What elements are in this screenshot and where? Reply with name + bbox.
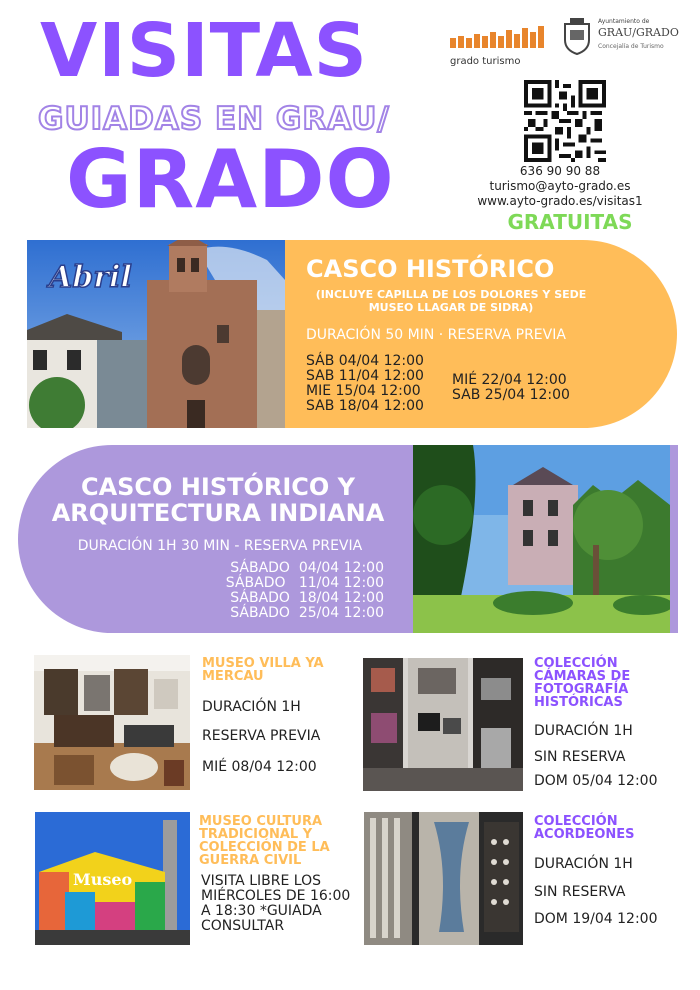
grado-turismo-logo — [450, 24, 550, 67]
acordeones-date: DOM 19/04 12:00 — [534, 911, 658, 927]
title-grado: GRADO — [66, 133, 395, 226]
camaras-booking: SIN RESERVA — [534, 749, 626, 765]
date-item: SÁB 04/04 12:00 — [306, 353, 424, 369]
date-item: MIÉ 22/04 12:00 — [452, 372, 567, 388]
date-item: SÁBADO 11/04 12:00 — [225, 575, 384, 591]
camaras-date: DOM 05/04 12:00 — [534, 773, 658, 789]
date-item: SAB 18/04 12:00 — [306, 398, 424, 414]
acordeones-duration: DURACIÓN 1H — [534, 856, 633, 872]
museo-cultura-photo — [35, 812, 190, 945]
visit2-title-line1: CASCO HISTÓRICO Y — [80, 473, 356, 501]
qr-code-icon[interactable] — [524, 80, 606, 162]
museo-villa-date: MIÉ 08/04 12:00 — [202, 759, 317, 775]
museo-villa-booking: RESERVA PREVIA — [202, 728, 321, 744]
free-label: GRATUITAS — [507, 210, 633, 234]
logo-tourism-label: grado turismo — [450, 56, 521, 67]
visit2-title — [28, 474, 408, 526]
museo-cultura-text: VISITA LIBRE LOS MIÉRCOLES DE 16:00 A 18:30 *GUIADA CONSULTAR — [201, 873, 351, 934]
visit1-title: CASCO HISTÓRICO — [306, 255, 555, 283]
month-label: Abril — [49, 260, 132, 295]
visit2-duration: DURACIÓN 1H 30 MIN - RESERVA PREVIA — [77, 538, 363, 554]
phone-number[interactable]: 636 90 90 88 — [519, 164, 601, 178]
visit1-dates-left — [306, 354, 424, 414]
date-item: MIE 15/04 12:00 — [306, 383, 421, 399]
website-link[interactable]: www.ayto-grado.es/visitas1 — [477, 194, 643, 208]
museo-villa-photo — [34, 655, 190, 790]
email-link[interactable]: turismo@ayto-grado.es — [489, 179, 631, 193]
museo-villa-title: MUSEO VILLA YA MERCAU — [202, 656, 324, 684]
title-visitas: VISITAS — [40, 8, 368, 94]
acordeones-title: COLECCIÓN ACORDEONES — [534, 814, 635, 842]
museo-sign: Museo — [73, 870, 133, 889]
visit1-subtitle: (INCLUYE CAPILLA DE LOS DOLORES Y SEDE MUSEO LLAGAR DE SIDRA) — [315, 288, 587, 314]
date-item: SÁBADO 04/04 12:00 — [230, 560, 384, 576]
coat-of-arms-icon — [562, 16, 592, 56]
museo-villa-duration: DURACIÓN 1H — [202, 699, 301, 715]
museo-cultura-title: MUSEO CULTURA TRADICIONAL Y COLECCIÓN DE LA GUERRA CIVIL — [199, 814, 330, 868]
date-item: SAB 11/04 12:00 — [306, 368, 424, 384]
logo-council-name: GRAU/GRADO — [598, 26, 679, 39]
date-item: SÁBADO 18/04 12:00 — [230, 590, 384, 606]
camaras-title: COLECCIÓN CÁMARAS DE FOTOGRAFÍA HISTÓRICAS — [534, 656, 631, 710]
contact-block — [440, 164, 680, 209]
camaras-photo — [363, 658, 523, 791]
indiana-house-photo — [413, 445, 670, 633]
date-item: SÁBADO 25/04 12:00 — [230, 605, 384, 621]
title-guiadas: GUIADAS EN GRAU/ — [38, 101, 390, 137]
acordeones-booking: SIN RESERVA — [534, 884, 626, 900]
chapel-photo — [27, 240, 285, 428]
visit2-dates — [150, 561, 384, 621]
visit2-title-line2: ARQUITECTURA INDIANA — [51, 499, 385, 527]
acordeones-photo — [364, 812, 523, 945]
ayuntamiento-logo — [562, 16, 682, 66]
camaras-duration: DURACIÓN 1H — [534, 723, 633, 739]
visit1-dates-right — [452, 373, 570, 403]
logo-council-dept: Concejalía de Turismo — [598, 43, 664, 50]
visit1-duration: DURACIÓN 50 MIN · RESERVA PREVIA — [306, 327, 566, 343]
logo-council-small: Ayuntamiento de — [598, 18, 650, 25]
date-item: SAB 25/04 12:00 — [452, 387, 570, 403]
